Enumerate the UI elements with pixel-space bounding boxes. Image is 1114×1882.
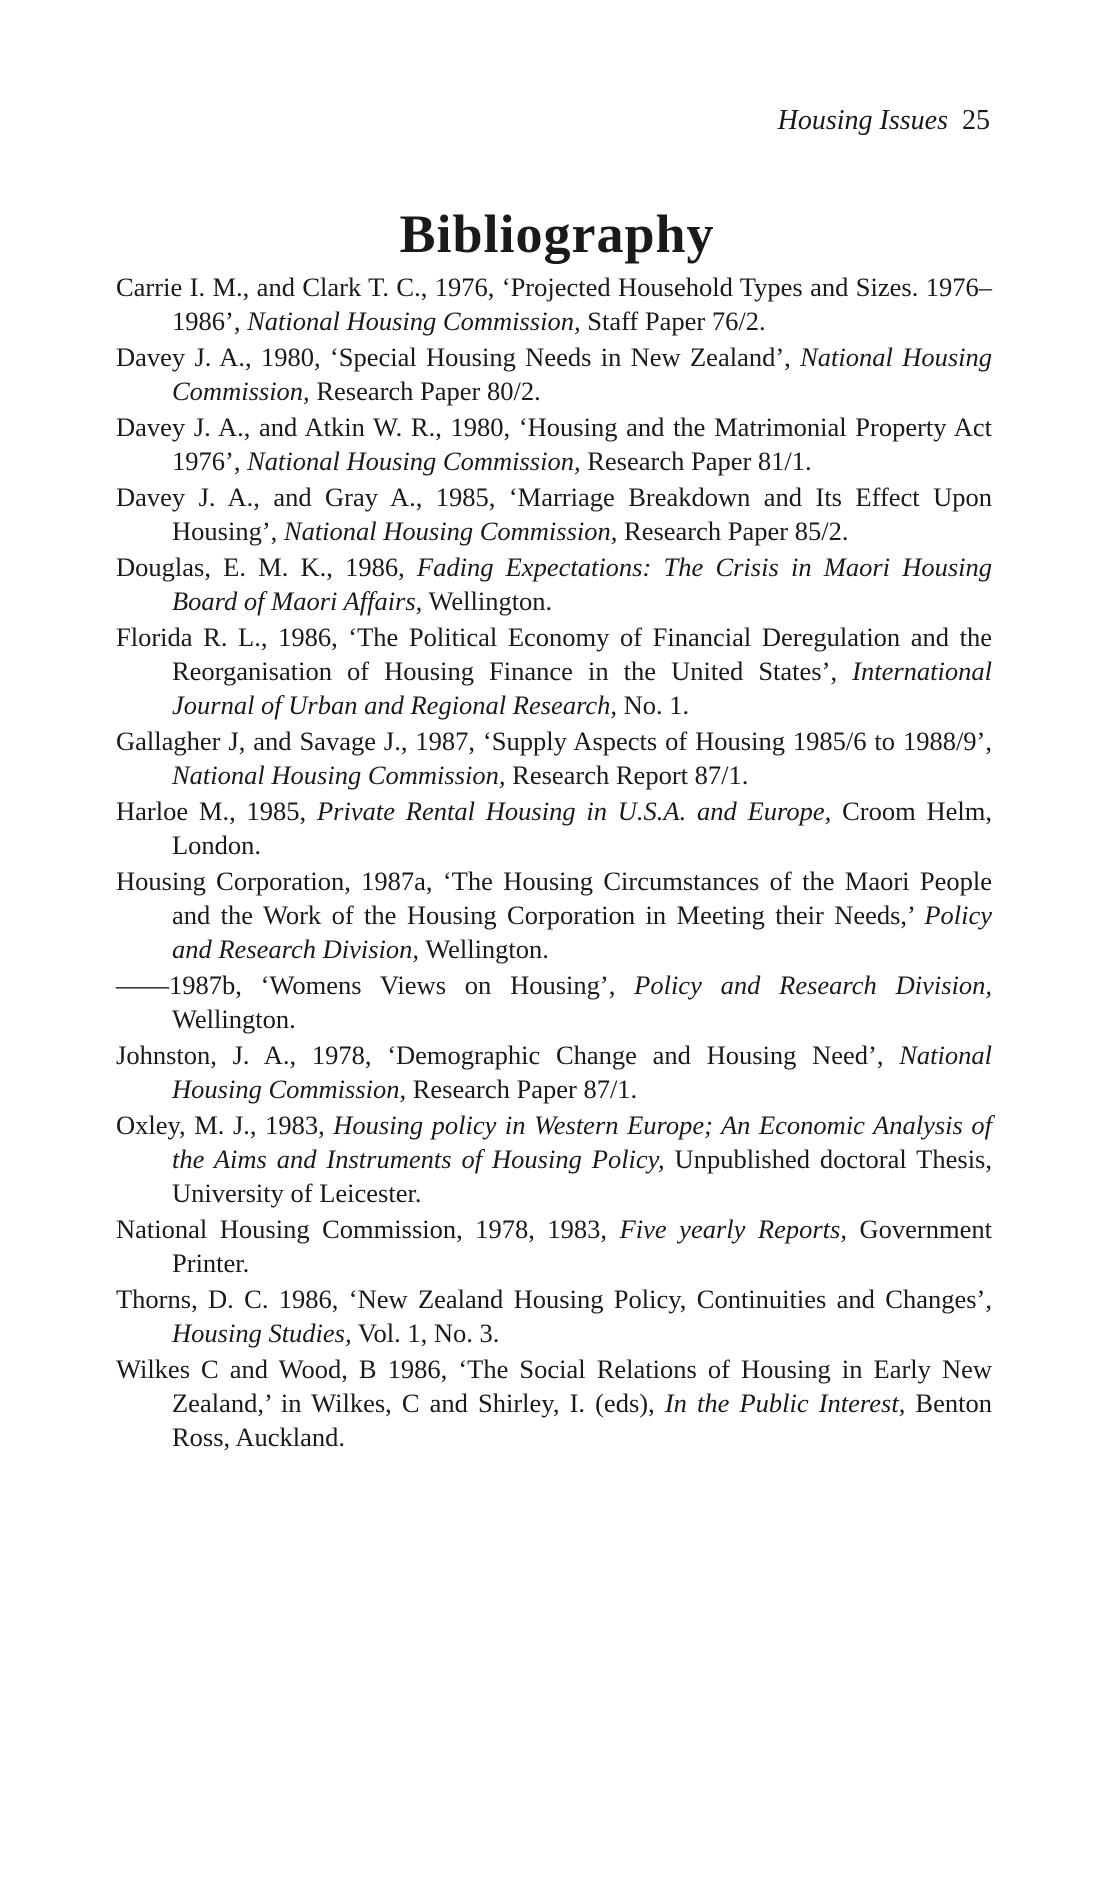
entry-italic-text: National Housing Commission, <box>247 446 581 476</box>
entry-text: Florida R. L., 1986, ‘The Political Economy of Financial Deregulation and the Reorganisation of Housing Finance in the United States’, <box>116 622 992 686</box>
entry-text: Research Paper 87/1. <box>406 1074 638 1104</box>
bibliography-entry <box>116 1108 992 1210</box>
entry-text: No. 1. <box>617 690 690 720</box>
running-head <box>778 104 990 138</box>
bibliography-list <box>116 270 992 1456</box>
entry-text: Unpublished doctoral Thesis, University of Leicester. <box>172 1144 992 1208</box>
entry-italic-text: Private Rental Housing in U.S.A. and Europe, <box>316 796 832 826</box>
entry-text: Croom Helm, London. <box>172 796 992 860</box>
entry-text: National Housing Commission, 1978, 1983, <box>116 1214 620 1244</box>
bibliography-entry <box>116 550 992 618</box>
bibliography-entry <box>116 410 992 478</box>
entry-italic-text: Policy and Research Division, <box>172 900 992 964</box>
bibliography-entry <box>116 340 992 408</box>
bibliography-entry <box>116 1038 992 1106</box>
entry-text: ——1987b, ‘Womens Views on Housing’, <box>116 970 635 1000</box>
entry-italic-text: National Housing Commission, <box>172 760 506 790</box>
entry-text: Oxley, M. J., 1983, <box>116 1110 334 1140</box>
entry-text: Douglas, E. M. K., 1986, <box>116 552 417 582</box>
entry-italic-text: National Housing Commission, <box>283 516 618 546</box>
entry-text: Harloe M., 1985, <box>116 796 317 826</box>
entry-text: Davey J. A., 1980, ‘Special Housing Needs in New Zealand’, <box>116 342 801 372</box>
entry-text: Wellington. <box>422 586 553 616</box>
entry-italic-text: Five yearly Reports, <box>619 1214 847 1244</box>
entry-text: Thorns, D. C. 1986, ‘New Zealand Housing Policy, Continuities and Changes’, <box>116 1284 992 1314</box>
entry-text: Davey J. A., and Gray A., 1985, ‘Marriage Breakdown and Its Effect Upon Housing’, <box>116 482 992 546</box>
entry-italic-text: National Housing Commission, <box>172 1040 992 1104</box>
entry-text: Gallagher J, and Savage J., 1987, ‘Supply Aspects of Housing 1985/6 to 1988/9’, <box>116 726 992 756</box>
page-title: Bibliography <box>399 204 715 265</box>
entry-text: Research Report 87/1. <box>505 760 749 790</box>
entry-text: Wellington. <box>172 1004 296 1034</box>
entry-italic-text: International Journal of Urban and Regional Research, <box>172 656 992 720</box>
entry-italic-text: In the Public Interest, <box>664 1388 906 1418</box>
bibliography-entry <box>116 620 992 722</box>
entry-text: Carrie I. M., and Clark T. C., 1976, ‘Projected Household Types and Sizes. 1976–1986’, <box>116 272 992 336</box>
bibliography-entry <box>116 270 992 338</box>
entry-italic-text: National Housing Commission, <box>247 306 581 336</box>
entry-text: Research Paper 81/1. <box>580 446 812 476</box>
entry-text: Johnston, J. A., 1978, ‘Demographic Change and Housing Need’, <box>116 1040 900 1070</box>
running-head-section: Housing Issues <box>777 105 948 136</box>
bibliography-entry <box>116 1352 992 1454</box>
entry-text: Davey J. A., and Atkin W. R., 1980, ‘Housing and the Matrimonial Property Act 1976’, <box>116 412 992 476</box>
entry-text: Vol. 1, No. 3. <box>351 1318 500 1348</box>
entry-italic-text: National Housing Commission, <box>172 342 993 406</box>
entry-text: Wilkes C and Wood, B 1986, ‘The Social Relations of Housing in Early New Zealand,’ in Wilkes, C and Shirley, I. (eds), <box>116 1354 992 1418</box>
entry-text: Staff Paper 76/2. <box>580 306 766 336</box>
entry-text: Benton Ross, Auckland. <box>172 1388 992 1452</box>
entry-text: Wellington. <box>419 934 549 964</box>
entry-text: Research Paper 85/2. <box>617 516 849 546</box>
bibliography-entry <box>116 480 992 548</box>
page-number: 25 <box>962 105 990 136</box>
bibliography-entry <box>116 794 992 862</box>
entry-italic-text: Housing policy in Western Europe; An Economic Analysis of the Aims and Instruments of Housing Policy, <box>172 1110 992 1174</box>
entry-text: Research Paper 80/2. <box>309 376 541 406</box>
entry-text: Government Printer. <box>172 1214 992 1278</box>
entry-italic-text: Policy and Research Division, <box>634 970 992 1000</box>
bibliography-entry <box>116 864 992 966</box>
entry-italic-text: Housing Studies, <box>172 1318 352 1348</box>
bibliography-entry <box>116 968 992 1036</box>
bibliography-entry <box>116 1282 992 1350</box>
entry-text: Housing Corporation, 1987a, ‘The Housing Circumstances of the Maori People and the Work of the Housing Corporation in Meeting their Needs,’ <box>116 866 992 930</box>
bibliography-entry <box>116 1212 992 1280</box>
entry-italic-text: Fading Expectations: The Crisis in Maori Housing Board of Maori Affairs, <box>172 552 993 616</box>
bibliography-entry <box>116 724 992 792</box>
